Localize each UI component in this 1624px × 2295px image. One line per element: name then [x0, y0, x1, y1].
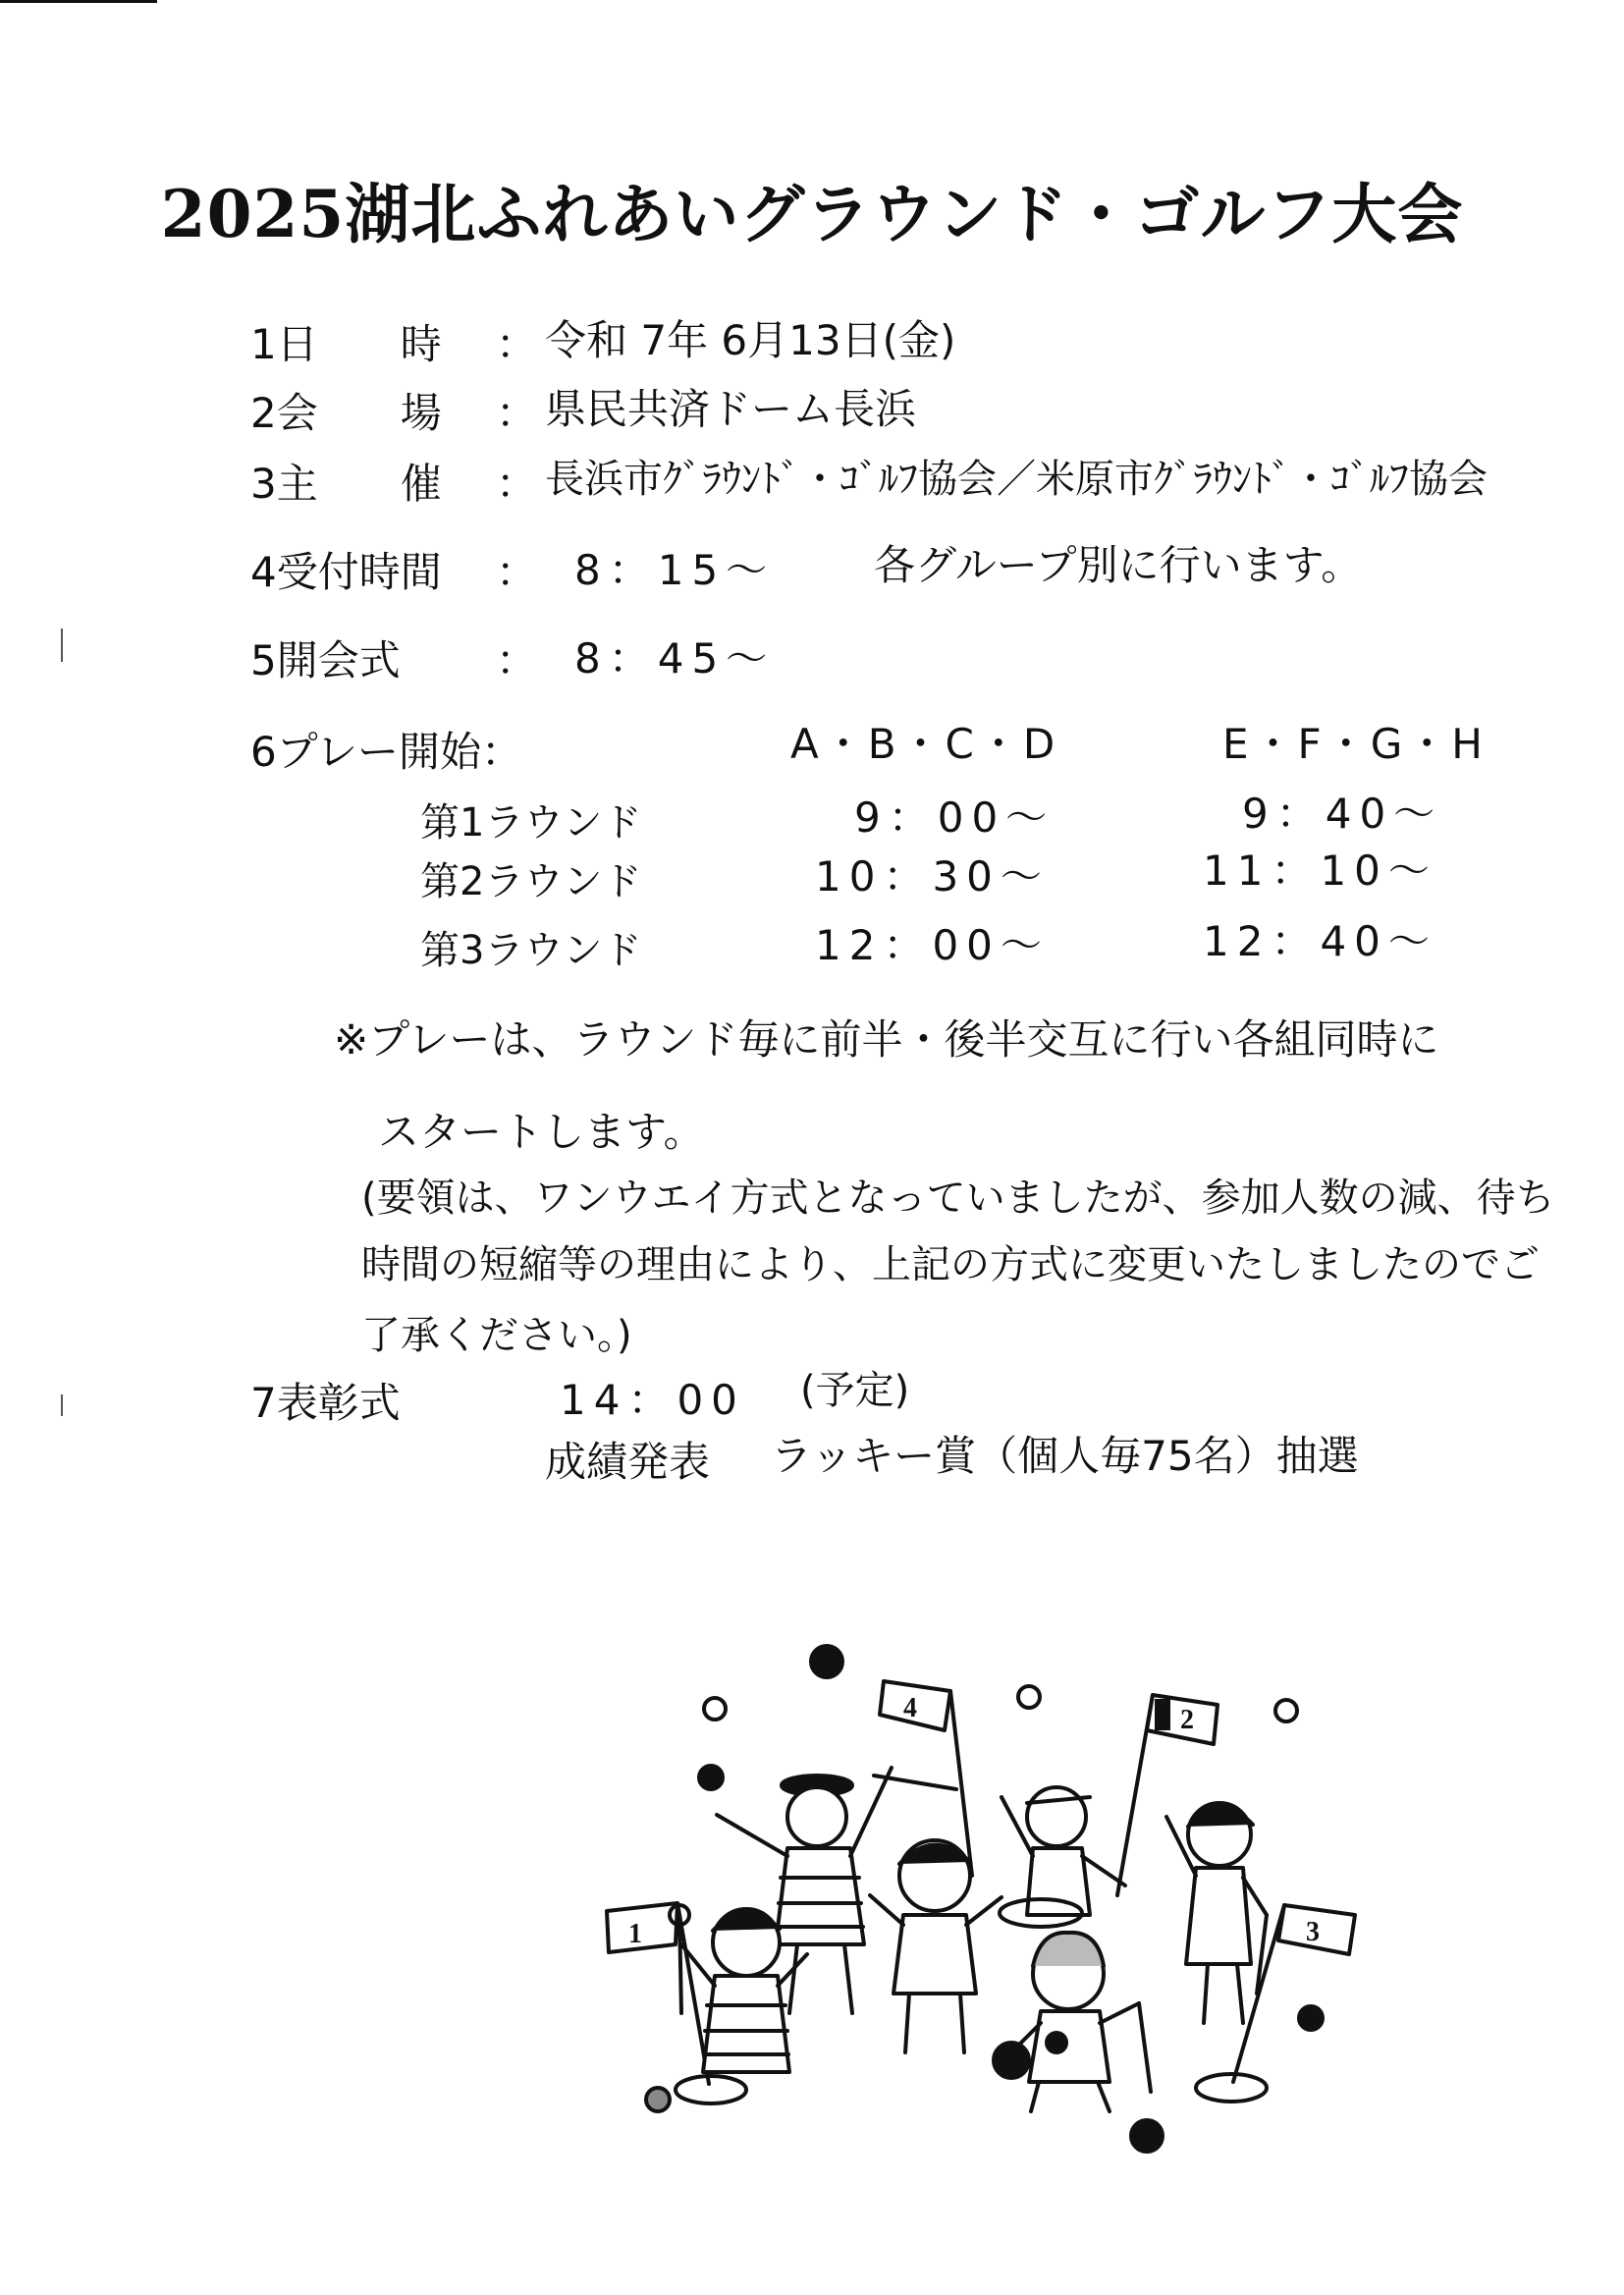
award-results: 成績発表 — [545, 1438, 711, 1486]
round-1-time-abcd: 9：00～ — [854, 793, 1056, 842]
page-title: 2025湖北ふれあいグラウンド・ゴルフ大会 — [160, 176, 1464, 252]
round-3-time-abcd: 12：00～ — [815, 921, 1050, 969]
item-5-separator: ： — [496, 636, 538, 684]
hole-post — [1196, 2074, 1267, 2102]
item-2-separator: ： — [496, 389, 538, 437]
ball — [1018, 1686, 1040, 1708]
item-4-value: 8：15～ — [574, 546, 776, 594]
method-note-line-3: 了承ください。) — [361, 1313, 632, 1358]
round-2-name: 第2ラウンド — [420, 859, 642, 904]
hole-post — [676, 2076, 746, 2104]
award-time: 14：00 — [560, 1376, 745, 1424]
award-label: 7表彰式 — [250, 1379, 401, 1427]
round-3-time-efgh: 12：40～ — [1203, 917, 1437, 965]
group-header-efgh: E・F・G・H — [1222, 720, 1487, 768]
lucky-prize: ラッキー賞（個人毎75名）抽選 — [771, 1432, 1359, 1480]
ground-golf-illustration — [579, 1620, 1443, 2170]
scan-speck — [61, 1394, 63, 1416]
item-1-value: 令和 7年 6月13日(金) — [545, 316, 956, 364]
scan-speck — [61, 628, 63, 662]
ball — [1275, 1700, 1297, 1721]
ball — [646, 2088, 670, 2111]
method-note-line-2: 時間の短縮等の理由により、上記の方式に変更いたしましたのでご — [361, 1242, 1540, 1287]
round-1-name: 第1ラウンド — [420, 800, 642, 846]
player-figure — [870, 1840, 1001, 2052]
item-1-separator: ： — [496, 320, 538, 368]
item-5-label: 5開会式 — [250, 636, 401, 684]
flag-number: 3 — [1306, 1917, 1320, 1947]
round-2-time-abcd: 10：30～ — [815, 852, 1050, 901]
item-3-value: 長浜市ｸﾞﾗｳﾝﾄﾞ・ｺﾞﾙﾌ協会／米原市ｸﾞﾗｳﾝﾄﾞ・ｺﾞﾙﾌ協会 — [545, 457, 1488, 502]
play-start-label: 6プレー開始： — [250, 728, 523, 776]
flag-number: 4 — [903, 1693, 917, 1723]
player-figure — [1011, 1933, 1151, 2111]
ball — [811, 1646, 842, 1677]
flag-number: 2 — [1180, 1705, 1194, 1735]
flag — [607, 1903, 677, 1952]
item-3-separator: ： — [496, 460, 538, 508]
item-5-value: 8：45～ — [574, 634, 776, 683]
round-3-name: 第3ラウンド — [420, 928, 642, 973]
method-note-line-1: (要領は、ワンウエイ方式となっていましたが、参加人数の減、待ち — [361, 1175, 1555, 1221]
round-2-time-efgh: 11：10～ — [1203, 847, 1437, 895]
player-figure — [1166, 1803, 1267, 2023]
award-tentative: (予定) — [800, 1368, 910, 1413]
item-4-separator: ： — [496, 548, 538, 596]
item-2-value: 県民共済ドーム長浜 — [545, 385, 917, 433]
ball — [1299, 2006, 1323, 2030]
item-1-label: 1日 時 — [250, 320, 442, 368]
ball — [1131, 2120, 1163, 2152]
player-figure — [1000, 1787, 1125, 1927]
scan-edge-line — [0, 0, 157, 3]
play-note: ※プレーは、ラウンド毎に前半・後半交互に行い各組同時に — [334, 1015, 1439, 1064]
flag-number: 1 — [628, 1919, 642, 1949]
play-note-continued: スタートします。 — [378, 1108, 705, 1156]
item-3-label: 3主 催 — [250, 460, 442, 508]
item-2-label: 2会 場 — [250, 389, 442, 437]
ball — [704, 1698, 726, 1720]
ball — [699, 1766, 723, 1789]
item-4-label: 4受付時間 — [250, 548, 442, 596]
item-4-note: 各グループ別に行います。 — [874, 541, 1363, 589]
ball — [994, 2043, 1029, 2078]
group-header-abcd: A・B・C・D — [790, 720, 1059, 768]
round-1-time-efgh: 9：40～ — [1242, 790, 1443, 838]
